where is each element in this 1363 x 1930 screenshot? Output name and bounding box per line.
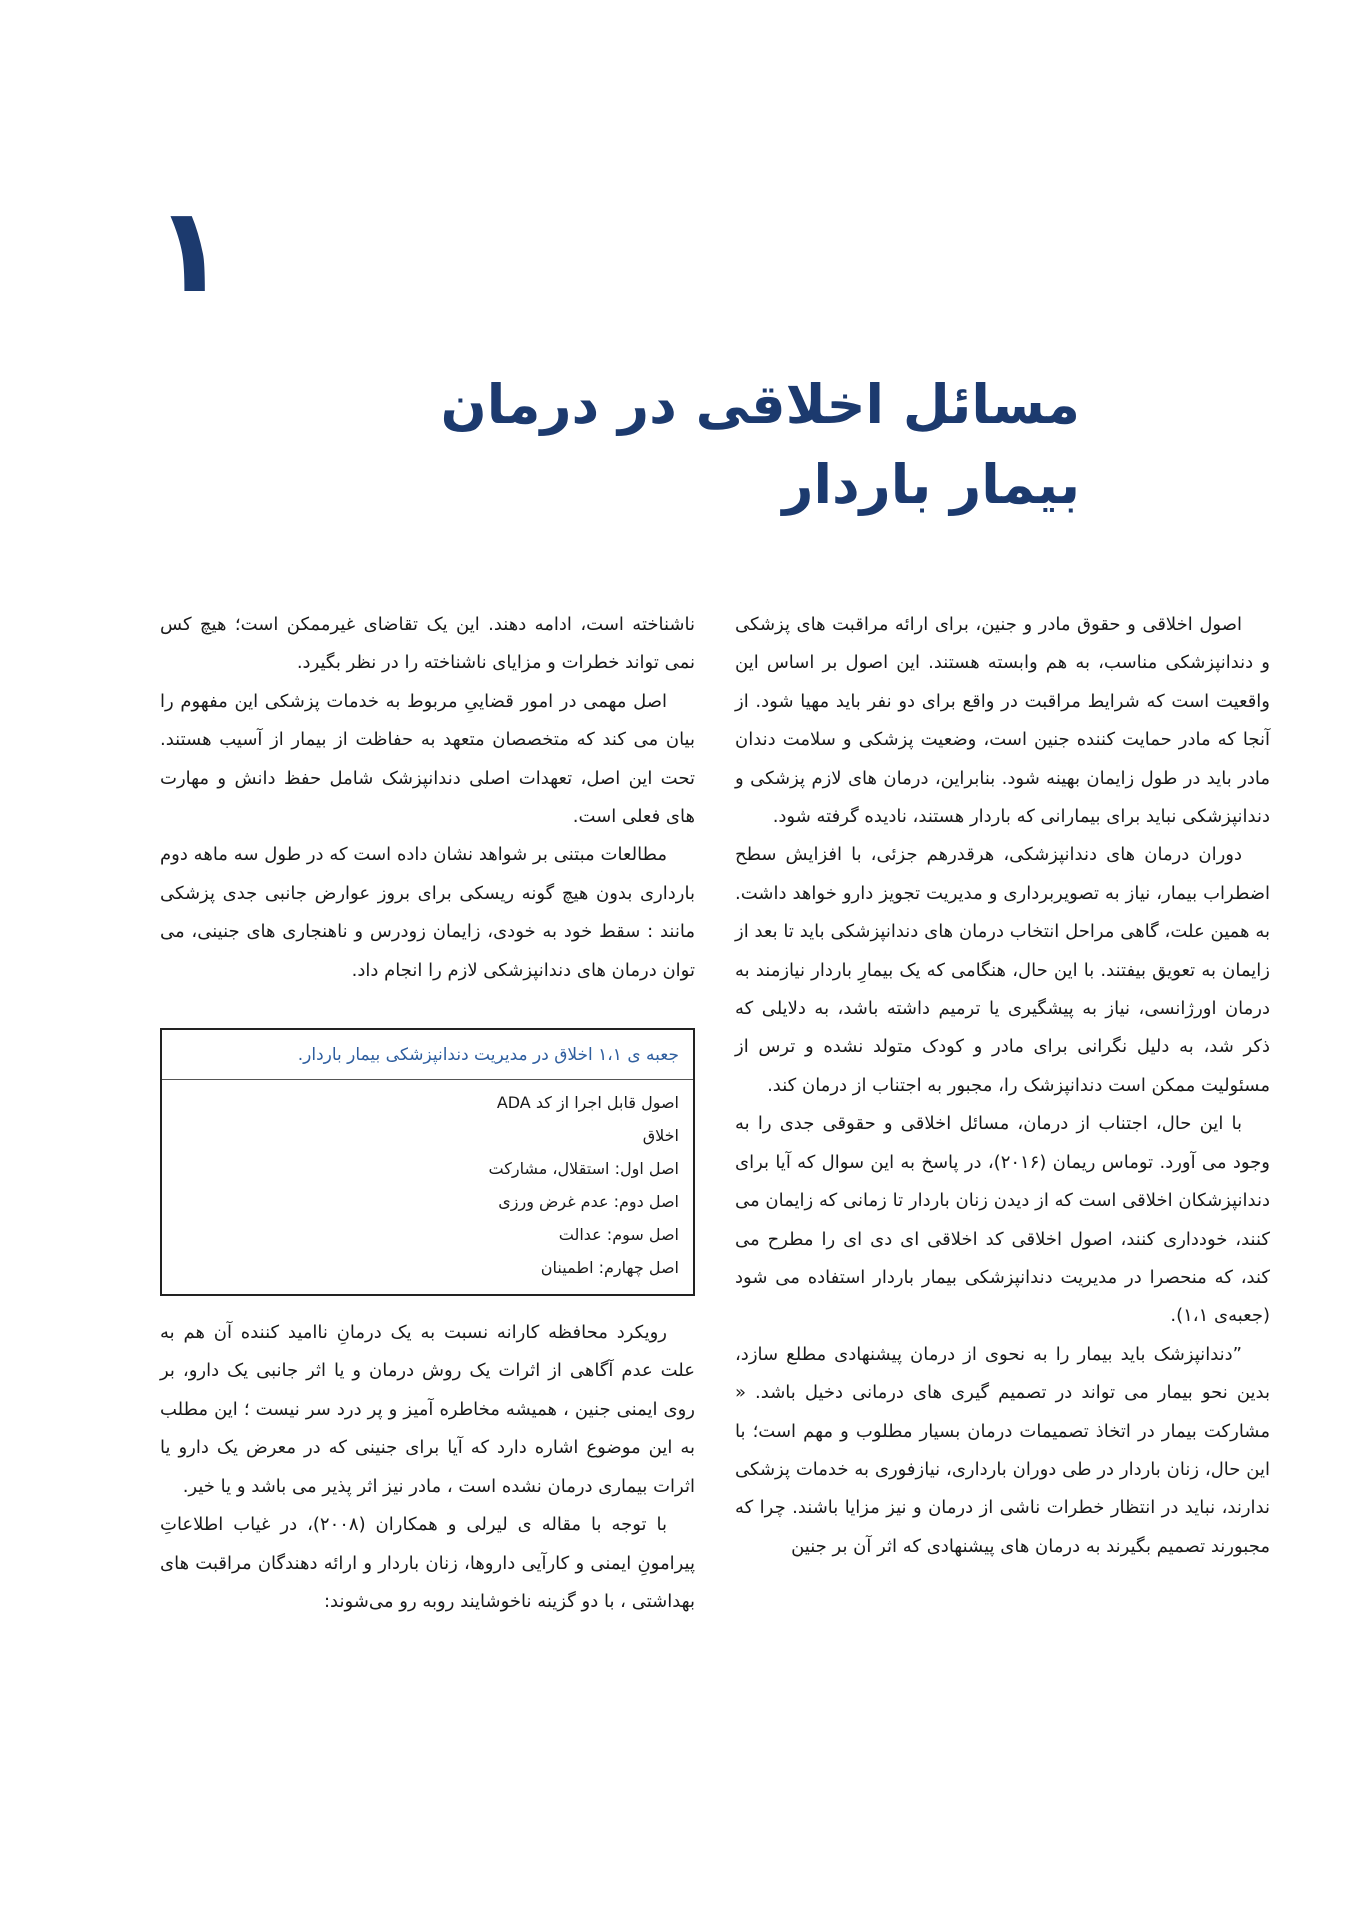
- chapter-title: مسائل اخلاقی در درمان بیمار باردار: [440, 373, 1080, 516]
- paragraph: اصل مهمی در امور قضاییِ مربوط به خدمات پزشکی این مفهوم را بیان می کند که متخصصان متعهد به حفاظت از بیمار از آسیب هستند. تحت این اصل، تعهدات اصلی دندانپزشک شامل حفظ دانش و مهارت های فعلی است.: [160, 690, 695, 828]
- paragraph: اصول اخلاقی و حقوق مادر و جنین، برای ارائه مراقبت های پزشکی و دندانپزشکی مناسب، به هم وابسته هستند. این اصول بر اساس این واقعیت است که شرایط مراقبت در واقع برای دو نفر باید مهیا شود. از آنجا که مادر حمایت کننده جنین است، وضعیت پزشکی و سلامت دندان مادر باید در طول زایمان بهینه شود. بنابراین، درمان های لازم پزشکی و دندانپزشکی نباید برای بیمارانی که باردار هستند، نادیده گرفته شود.: [735, 614, 1270, 828]
- box-items: [162, 1080, 693, 1294]
- box-item: اخلاق: [642, 1126, 679, 1146]
- ethics-box: [160, 1028, 695, 1296]
- paragraph: با این حال، اجتناب از درمان، مسائل اخلاقی و حقوقی جدی را به وجود می آورد. توماس ریمان (۲۰۱۶)، در پاسخ به این سوال که آیا برای دندانپزشکان اخلاقی است که از دیدن زنان باردار تا زمانی که زایمان می کنند، خودداری کنند، اصول اخلاقی کد اخلاقی ای دی ای را مطرح می کند، که منحصرا در مدیریت دندانپزشکی بیمار باردار استفاده می شود (جعبه‌ی ۱،۱).: [735, 1113, 1270, 1327]
- box-item: اصول قابل اجرا از کد ADA: [496, 1093, 679, 1113]
- box-item: اصل سوم: عدالت: [558, 1225, 679, 1245]
- box-item: اصل دوم: عدم غرض ورزی: [498, 1192, 679, 1212]
- paragraph: رویکرد محافظه کارانه نسبت به یک درمانِ ناامید کننده آن هم به علت عدم آگاهی از اثرات یک روش درمان و یا اثر جانبی یک دارو، بر روی ایمنی جنین ، همیشه مخاطره آمیز و پر درد سر نیست ؛ این مطلب به این موضوع اشاره دارد که آیا برای جنینی که در معرض یک دارو یا اثرات بیماری درمان نشده است ، مادر نیز اثر پذیر می باشد و یا خیر.: [160, 1322, 695, 1497]
- paragraph: دوران درمان های دندانپزشکی، هرقدرهم جزئی، با افزایش سطح اضطراب بیمار، نیاز به تصویربرداری و مدیریت تجویز دارو خواهد داشت. به همین علت، گاهی مراحل انتخاب درمان های دندانپزشکی باید تا بعد از زایمان به تعویق بیفتند. با این حال، هنگامی که یک بیمارِ باردار نیازمند به درمان اورژانسی، نیاز به پیشگیری یا ترمیم داشته باشد، به دلایلی که ذکر شد، به دلیل نگرانی برای مادر و کودک متولد نشده و ترس از مسئولیت ممکن است دندانپزشک را، مجبور به اجتناب از درمان کند.: [735, 844, 1270, 1096]
- box-item: اصل اول: استقلال، مشارکت: [488, 1159, 679, 1179]
- paragraph: با توجه با مقاله ی لیرلی و همکاران (۲۰۰۸)، در غیاب اطلاعاتِ پیرامونِ ایمنی و کارآیی داروها، زنان باردار و ارائه دهندگان مراقبت های بهداشتی ، با دو گزینه ناخوشایند روبه رو می‌شوند:: [160, 1514, 695, 1612]
- paragraph: مطالعات مبتنی بر شواهد نشان داده است که در طول سه ماهه دوم بارداری بدون هیچ گونه ریسکی برای بروز عوارض جانبی جدی پزشکی مانند : سقط خود به خودی، زایمان زودرس و ناهنجاری های جنینی، می توان درمان های دندانپزشکی لازم را انجام داد.: [160, 844, 695, 981]
- box-title: جعبه ی ۱،۱ اخلاق در مدیریت دندانپزشکی بیمار باردار.: [162, 1030, 693, 1080]
- right-column: [735, 606, 1270, 1566]
- left-column: [160, 606, 695, 1621]
- paragraph: ”دندانپزشک باید بیمار را به نحوی از درمان پیشنهادی مطلع سازد، بدین نحو بیمار می تواند در تصمیم گیری های درمانی دخیل باشد. « مشارکت بیمار در اتخاذ تصمیمات درمان بسیار مطلوب و مهم است؛ با این حال، زنان باردار در طی دوران بارداری، نیازفوری به خدمات پزشکی ندارند، نباید در انتظار خطرات ناشی از درمان و نیز مزایا باشند. چرا که مجبورند تصمیم بگیرند به درمان های پیشنهادی که اثر آن بر جنین: [735, 1343, 1270, 1557]
- box-item: اصل چهارم: اطمینان: [540, 1258, 679, 1278]
- paragraph: ناشناخته است، ادامه دهند. این یک تقاضای غیرممکن است؛ هیچ کس نمی تواند خطرات و مزایای ناشناخته را در نظر بگیرد.: [160, 614, 695, 674]
- chapter-number: ۱: [153, 181, 227, 319]
